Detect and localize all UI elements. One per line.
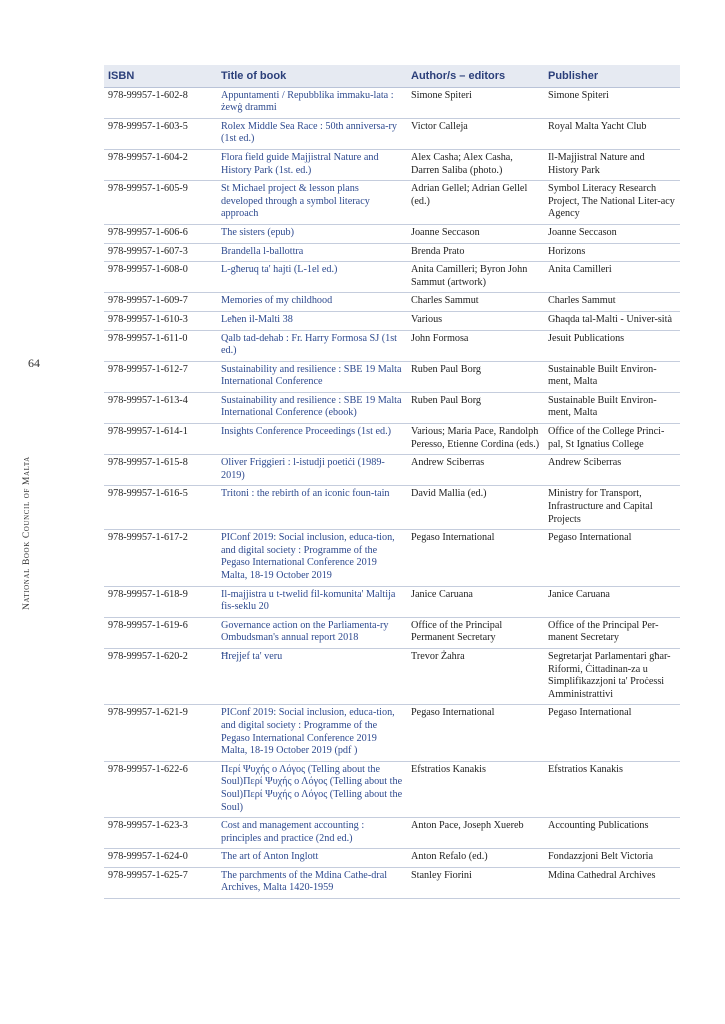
author-cell: Anton Pace, Joseph Xuereb [407,818,544,849]
isbn-cell: 978-99957-1-603-5 [104,118,217,149]
table-row [104,617,680,648]
publisher-cell: Segretarjat Parlamentari għar-Riformi, Ċittadinan-za u Simplifikazzjoni ta' Proċessi Amministrattivi [544,648,680,704]
table-row [104,705,680,761]
author-cell: Trevor Żahra [407,648,544,704]
title-cell: Περί Ψυχής ο Λόγος (Telling about the Soul)Περί Ψυχής ο Λόγος (Telling about the Soul)Περί Ψυχής ο Λόγος (Telling about the Soul) [217,761,407,817]
publisher-cell: Andrew Sciberras [544,455,680,486]
publisher-cell: Office of the College Princi-pal, St Ignatius College [544,424,680,455]
title-cell: Ħrejjef ta' veru [217,648,407,704]
publisher-cell: Symbol Literacy Research Project, The National Liter-acy Agency [544,181,680,225]
table-row [104,648,680,704]
isbn-cell: 978-99957-1-623-3 [104,818,217,849]
table-row [104,867,680,898]
title-cell: PIConf 2019: Social inclusion, educa-tion, and digital society : Programme of the Pegaso International Conference 2019 Malta, 18-19 October 2019 [217,530,407,586]
publisher-cell: Ministry for Transport, Infrastructure and Capital Projects [544,486,680,530]
isbn-cell: 978-99957-1-613-4 [104,392,217,423]
author-cell: Ruben Paul Borg [407,361,544,392]
author-cell: Office of the Principal Permanent Secretary [407,617,544,648]
author-cell: Stanley Fiorini [407,867,544,898]
isbn-cell: 978-99957-1-619-6 [104,617,217,648]
title-cell: St Michael project & lesson plans developed through a symbol literacy approach [217,181,407,225]
isbn-cell: 978-99957-1-607-3 [104,243,217,262]
table-row [104,87,680,118]
isbn-cell: 978-99957-1-609-7 [104,293,217,312]
header-publisher: Publisher [544,65,680,87]
title-cell: Rolex Middle Sea Race : 50th anniversa-ry (1st ed.) [217,118,407,149]
title-cell: The sisters (epub) [217,224,407,243]
isbn-cell: 978-99957-1-602-8 [104,87,217,118]
table-row [104,530,680,586]
title-cell: Governance action on the Parliamenta-ry Ombudsman's annual report 2018 [217,617,407,648]
table-header [104,65,680,87]
isbn-cell: 978-99957-1-604-2 [104,149,217,180]
publisher-cell: Sustainable Built Environ-ment, Malta [544,392,680,423]
author-cell: Efstratios Kanakis [407,761,544,817]
isbn-cell: 978-99957-1-624-0 [104,849,217,868]
author-cell: Brenda Prato [407,243,544,262]
title-cell: Il-majjistra u t-twelid fil-komunita' Maltija fis-seklu 20 [217,586,407,617]
publisher-cell: Anita Camilleri [544,262,680,293]
isbn-cell: 978-99957-1-610-3 [104,311,217,330]
author-cell: Joanne Seccason [407,224,544,243]
publisher-cell: Pegaso International [544,530,680,586]
title-cell: Tritoni : the rebirth of an iconic foun-tain [217,486,407,530]
title-cell: Flora field guide Majjistral Nature and History Park (1st. ed.) [217,149,407,180]
isbn-cell: 978-99957-1-622-6 [104,761,217,817]
title-cell: Cost and management accounting : principles and practice (2nd ed.) [217,818,407,849]
title-cell: Brandella l-ballottra [217,243,407,262]
title-cell: Appuntamenti / Repubblika immaku-lata : żewġ drammi [217,87,407,118]
publisher-cell: Jesuit Publications [544,330,680,361]
author-cell: David Mallia (ed.) [407,486,544,530]
title-cell: Sustainability and resilience : SBE 19 Malta International Conference (ebook) [217,392,407,423]
author-cell: Pegaso International [407,530,544,586]
isbn-cell: 978-99957-1-612-7 [104,361,217,392]
header-isbn: ISBN [104,65,217,87]
isbn-catalog-table [104,65,680,899]
title-cell: The parchments of the Mdina Cathe-dral Archives, Malta 1420-1959 [217,867,407,898]
header-title: Title of book [217,65,407,87]
publisher-cell: Fondazzjoni Belt Victoria [544,849,680,868]
publisher-cell: Mdina Cathedral Archives [544,867,680,898]
isbn-cell: 978-99957-1-621-9 [104,705,217,761]
author-cell: John Formosa [407,330,544,361]
table-row [104,455,680,486]
title-cell: Memories of my childhood [217,293,407,312]
author-cell: Charles Sammut [407,293,544,312]
isbn-cell: 978-99957-1-625-7 [104,867,217,898]
title-cell: Oliver Friggieri : l-istudji poetiċi (1989-2019) [217,455,407,486]
table-row [104,181,680,225]
header-authors: Author/s – editors [407,65,544,87]
table-row [104,149,680,180]
author-cell: Victor Calleja [407,118,544,149]
table-row [104,243,680,262]
author-cell: Simone Spiteri [407,87,544,118]
publisher-cell: Sustainable Built Environ-ment, Malta [544,361,680,392]
isbn-cell: 978-99957-1-618-9 [104,586,217,617]
publisher-cell: Il-Majjistral Nature and History Park [544,149,680,180]
publisher-cell: Simone Spiteri [544,87,680,118]
title-cell: Sustainability and resilience : SBE 19 Malta International Conference [217,361,407,392]
table-row [104,361,680,392]
isbn-cell: 978-99957-1-611-0 [104,330,217,361]
table-row [104,392,680,423]
table-row [104,262,680,293]
author-cell: Ruben Paul Borg [407,392,544,423]
table-row [104,224,680,243]
table-row [104,761,680,817]
table-row [104,311,680,330]
title-cell: Leħen il-Malti 38 [217,311,407,330]
publisher-cell: Pegaso International [544,705,680,761]
publisher-cell: Għaqda tal-Malti - Univer-sità [544,311,680,330]
table-row [104,818,680,849]
author-cell: Pegaso International [407,705,544,761]
isbn-cell: 978-99957-1-620-2 [104,648,217,704]
table-row [104,424,680,455]
table-row [104,486,680,530]
author-cell: Anton Refalo (ed.) [407,849,544,868]
publisher-cell: Accounting Publications [544,818,680,849]
table-row [104,849,680,868]
publisher-cell: Office of the Principal Per-manent Secretary [544,617,680,648]
publisher-cell: Efstratios Kanakis [544,761,680,817]
isbn-cell: 978-99957-1-616-5 [104,486,217,530]
table-row [104,118,680,149]
author-cell: Various [407,311,544,330]
isbn-cell: 978-99957-1-608-0 [104,262,217,293]
table-body [104,87,680,898]
author-cell: Andrew Sciberras [407,455,544,486]
title-cell: Qalb tad-dehab : Fr. Harry Formosa SJ (1st ed.) [217,330,407,361]
isbn-cell: 978-99957-1-614-1 [104,424,217,455]
author-cell: Adrian Gellel; Adrian Gellel (ed.) [407,181,544,225]
author-cell: Anita Camilleri; Byron John Sammut (artwork) [407,262,544,293]
author-cell: Alex Casha; Alex Casha, Darren Saliba (photo.) [407,149,544,180]
page-number: 64 [28,356,40,370]
title-cell: Insights Conference Proceedings (1st ed.) [217,424,407,455]
publisher-cell: Horizons [544,243,680,262]
publisher-cell: Charles Sammut [544,293,680,312]
side-running-title: National Book Council of Malta [22,456,32,610]
author-cell: Various; Maria Pace, Randolph Peresso, Etienne Cordina (eds.) [407,424,544,455]
author-cell: Janice Caruana [407,586,544,617]
title-cell: L-għeruq ta' hajti (L-1el ed.) [217,262,407,293]
title-cell: PIConf 2019: Social inclusion, educa-tion, and digital society : Programme of the Pegaso International Conference 2019 Malta, 18-19 October 2019 (pdf ) [217,705,407,761]
isbn-cell: 978-99957-1-617-2 [104,530,217,586]
table-row [104,586,680,617]
publisher-cell: Janice Caruana [544,586,680,617]
isbn-cell: 978-99957-1-605-9 [104,181,217,225]
publisher-cell: Royal Malta Yacht Club [544,118,680,149]
isbn-cell: 978-99957-1-615-8 [104,455,217,486]
title-cell: The art of Anton Inglott [217,849,407,868]
publisher-cell: Joanne Seccason [544,224,680,243]
table-row [104,293,680,312]
header-row [104,65,680,87]
isbn-cell: 978-99957-1-606-6 [104,224,217,243]
table-row [104,330,680,361]
